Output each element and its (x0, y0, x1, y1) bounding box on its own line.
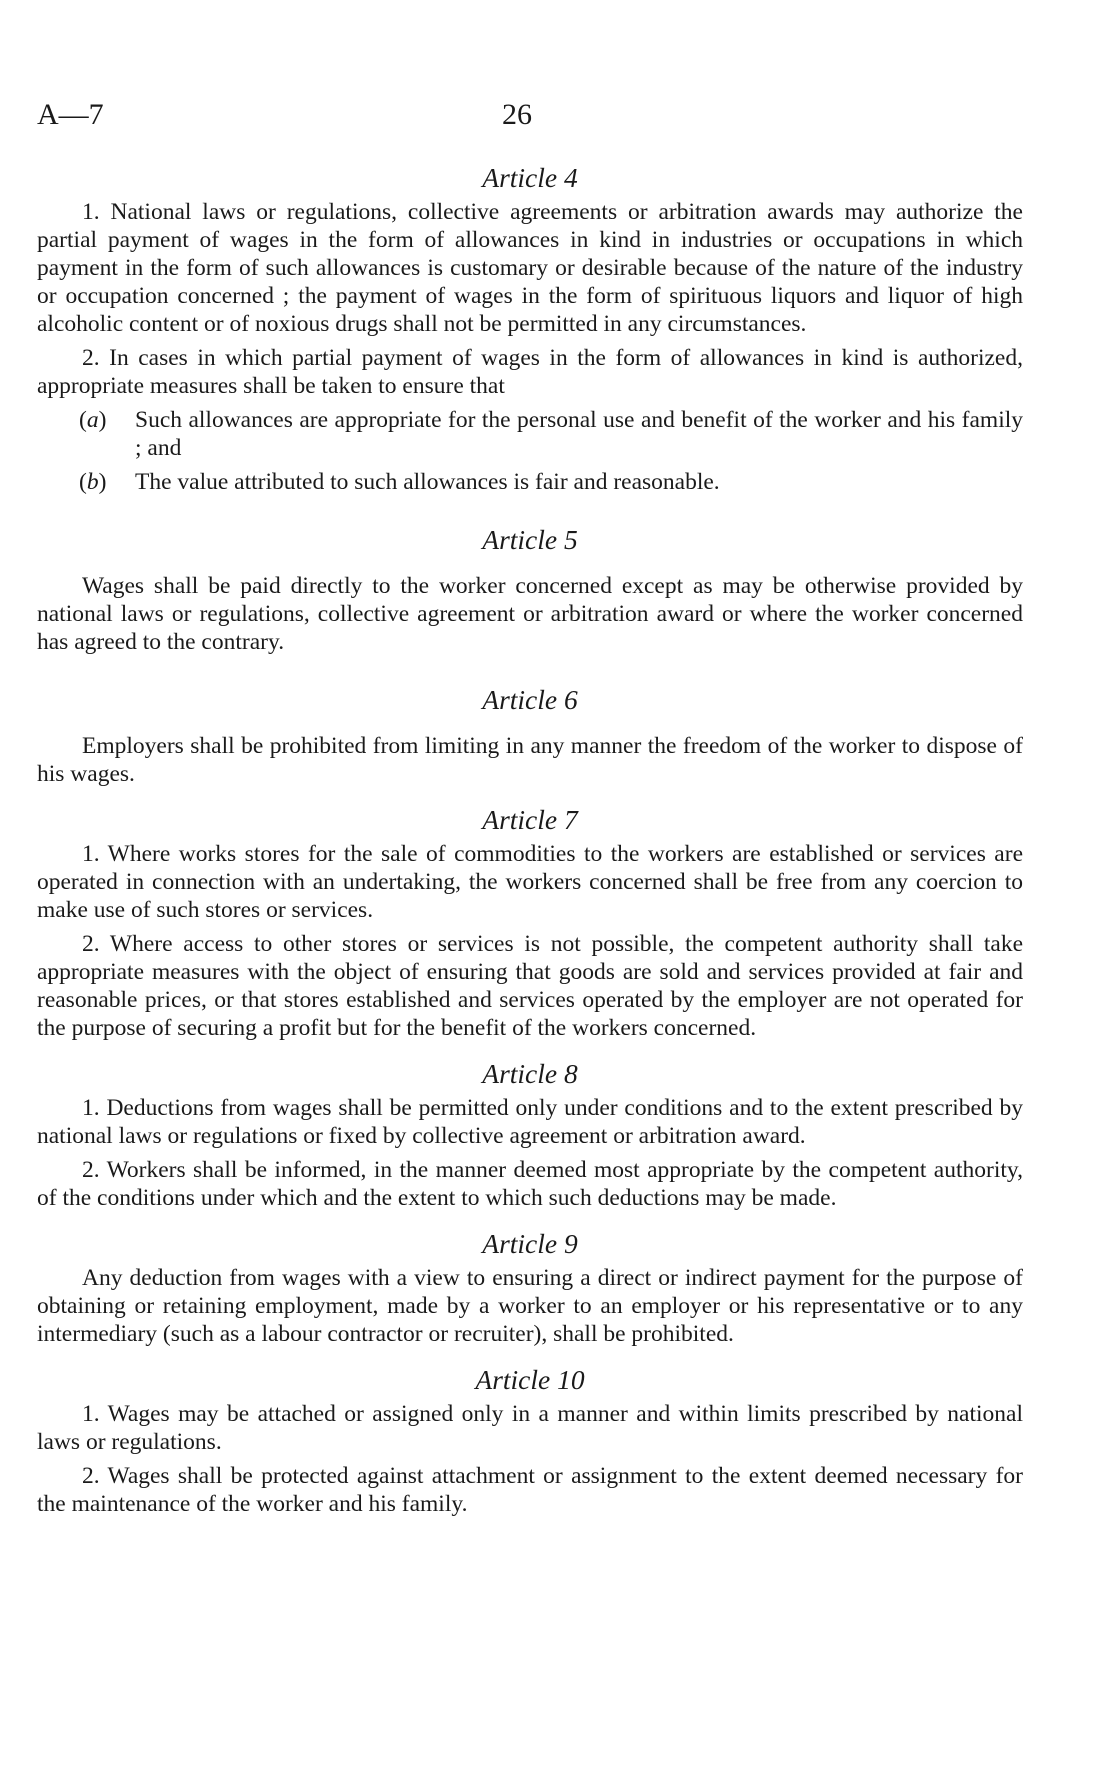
list-item (79, 468, 1023, 496)
paragraph: 2. Workers shall be informed, in the manner deemed most appropriate by the competent authority, of the conditions under which and the extent to which such deductions may be made. (37, 1157, 1023, 1211)
list-item (79, 406, 1023, 462)
item-text: The value attributed to such allowances is fair and reasonable. (135, 469, 720, 495)
paragraph: 1. Wages may be attached or assigned only in a manner and within limits prescribed by national laws or regulations. (37, 1401, 1023, 1455)
paragraph: 1. National laws or regulations, collective agreements or arbitration awards may authorize the partial payment of wages in the form of allowances in kind in industries or occupations in which payment in the form of such allowances is customary or desirable because of the nature of the industry or occupation concerned ; the payment of wages in the form of spirituous liquors and liquor of high alcoholic content or of noxious drugs shall not be permitted in any circumstances. (37, 199, 1023, 337)
document-body (37, 164, 1023, 1518)
paragraph: Employers shall be prohibited from limiting in any manner the freedom of the worker to dispose of his wages. (37, 733, 1023, 787)
article-7 (37, 806, 1023, 1042)
paragraph: 2. In cases in which partial payment of wages in the form of allowances in kind is authorized, appropriate measures shall be taken to ensure that (37, 345, 1023, 399)
paragraph: Wages shall be paid directly to the worker concerned except as may be otherwise provided by national laws or regulations, collective agreement or arbitration award or where the worker concerned has agreed to the contrary. (37, 573, 1023, 655)
item-text: Such allowances are appropriate for the personal use and benefit of the worker and his family ; and (135, 407, 1023, 461)
article-heading: Article 8 (482, 1059, 578, 1089)
article-9 (37, 1230, 1023, 1348)
paragraph: Any deduction from wages with a view to ensuring a direct or indirect payment for the purpose of obtaining or retaining employment, made by a worker to an employer or his representative or to any intermediary (such as a labour contractor or recruiter), shall be prohibited. (37, 1265, 1023, 1347)
item-label: (a) (79, 407, 107, 433)
paragraph: 1. Where works stores for the sale of commodities to the workers are established or services are operated in connection with an undertaking, the workers concerned shall be free from any coercion to make use of such stores or services. (37, 841, 1023, 923)
article-heading: Article 6 (482, 685, 578, 715)
article-heading: Article 10 (475, 1365, 585, 1395)
article-4 (37, 164, 1023, 496)
paragraph: 2. Wages shall be protected against attachment or assignment to the extent deemed necessary for the maintenance of the worker and his family. (37, 1463, 1023, 1517)
item-label: (b) (79, 469, 107, 495)
page-number: 26 (502, 98, 532, 131)
article-8 (37, 1060, 1023, 1212)
paragraph: 1. Deductions from wages shall be permitted only under conditions and to the extent prescribed by national laws or regulations or fixed by collective agreement or arbitration award. (37, 1095, 1023, 1149)
document-reference: A—7 (37, 98, 104, 131)
article-6 (37, 686, 1023, 788)
article-5 (37, 526, 1023, 656)
article-heading: Article 7 (482, 805, 578, 835)
article-heading: Article 9 (482, 1229, 578, 1259)
article-heading: Article 4 (482, 163, 578, 193)
article-heading: Article 5 (482, 525, 578, 555)
paragraph: 2. Where access to other stores or services is not possible, the competent authority shall take appropriate measures with the object of ensuring that goods are sold and services provided at fair and reasonable prices, or that stores established and services operated by the employer are not operated for the purpose of securing a profit but for the benefit of the workers concerned. (37, 931, 1023, 1041)
article-10 (37, 1366, 1023, 1518)
